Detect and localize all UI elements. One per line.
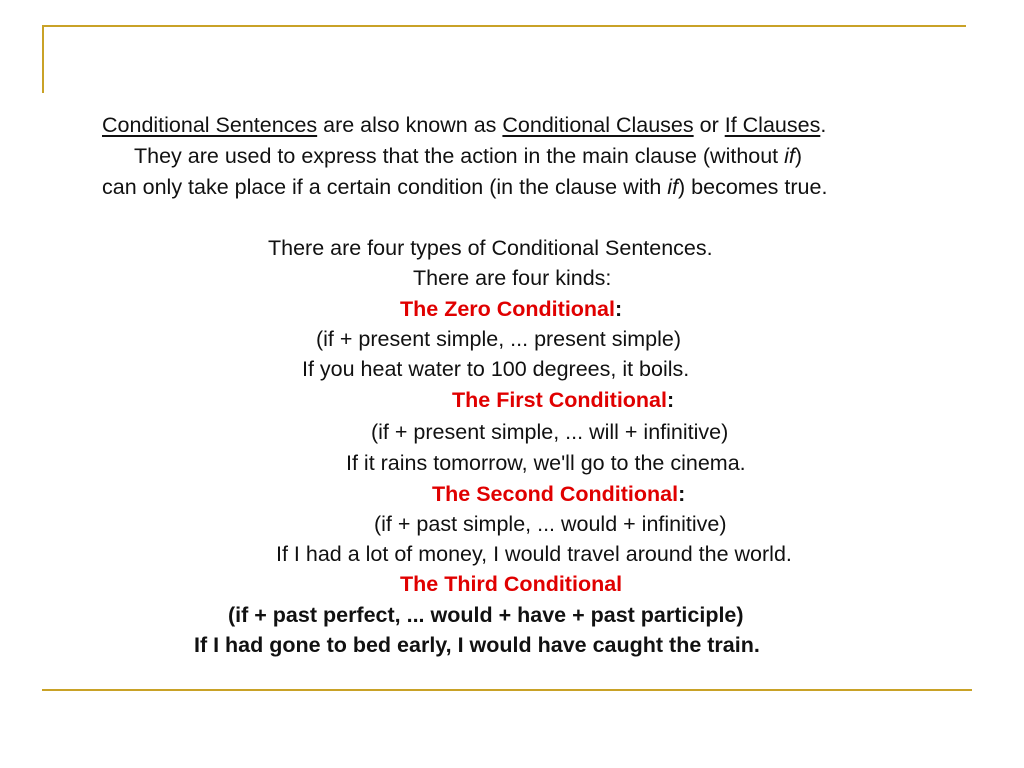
intro-line-2 — [134, 144, 802, 168]
third-conditional-formula: (if + past perfect, ... would + have + past participle) — [228, 603, 744, 627]
conditional-name: The Zero Conditional — [400, 297, 615, 321]
intro-text: . — [820, 113, 827, 137]
bottom-border-rule — [42, 689, 972, 691]
zero-conditional-example: If you heat water to 100 degrees, it boils. — [302, 357, 690, 381]
conditional-name: The Third Conditional — [400, 572, 623, 596]
intro-italic-if: if — [667, 175, 679, 199]
intro-text: ) — [794, 144, 803, 168]
term-conditional-sentences: Conditional Sentences — [102, 113, 318, 137]
conditional-suffix: : — [678, 482, 686, 506]
second-conditional-heading — [432, 482, 685, 506]
intro-text: or — [693, 113, 725, 137]
types-intro: There are four types of Conditional Sentences. — [268, 236, 713, 260]
intro-text: are also known as — [317, 113, 503, 137]
intro-text: They are used to express that the action in the main clause (without — [134, 144, 785, 168]
top-border-rule — [42, 25, 966, 27]
conditional-suffix: : — [615, 297, 623, 321]
conditional-name: The Second Conditional — [432, 482, 679, 506]
intro-text: can only take place if a certain condition (in the clause with — [102, 175, 668, 199]
term-if-clauses: If Clauses — [724, 113, 821, 137]
intro-line-1 — [102, 113, 826, 137]
first-conditional-heading — [452, 388, 674, 412]
intro-text: ) becomes true. — [678, 175, 828, 199]
intro-italic-if: if — [784, 144, 795, 168]
zero-conditional-formula: (if + present simple, ... present simple) — [316, 327, 682, 351]
first-conditional-example: If it rains tomorrow, we'll go to the cinema. — [346, 451, 746, 475]
third-conditional-example: If I had gone to bed early, I would have caught the train. — [194, 633, 760, 657]
first-conditional-formula: (if + present simple, ... will + infinitive) — [371, 420, 729, 444]
kinds-intro: There are four kinds: — [413, 266, 612, 290]
conditional-suffix: : — [667, 388, 675, 412]
intro-line-3 — [102, 175, 827, 199]
conditional-name: The First Conditional — [452, 388, 667, 412]
second-conditional-example: If I had a lot of money, I would travel around the world. — [276, 542, 792, 566]
left-border-rule — [42, 25, 44, 93]
second-conditional-formula: (if + past simple, ... would + infinitive) — [374, 512, 727, 536]
term-conditional-clauses: Conditional Clauses — [502, 113, 694, 137]
third-conditional-heading — [400, 572, 622, 596]
zero-conditional-heading — [400, 297, 622, 321]
